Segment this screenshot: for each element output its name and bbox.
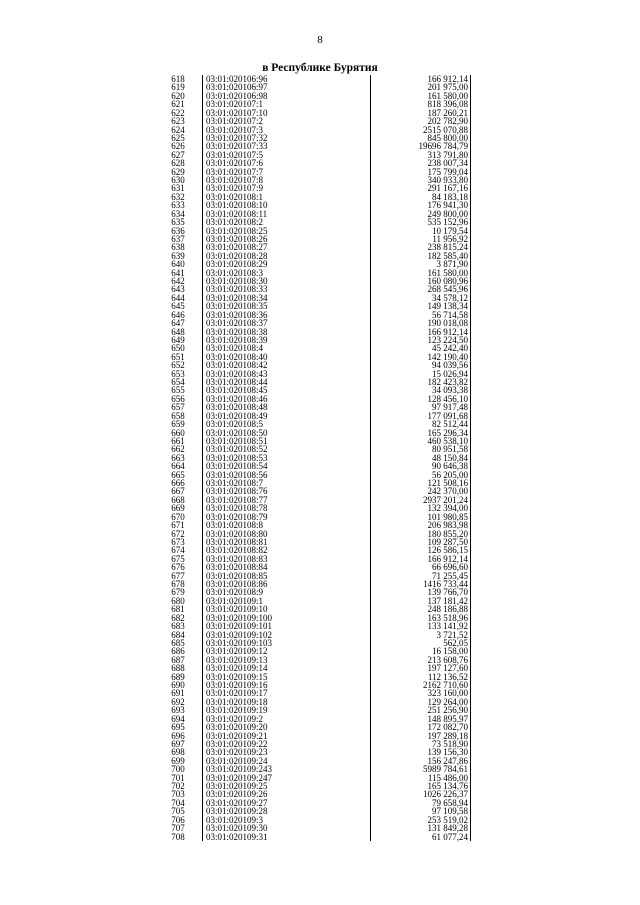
cadastral-value: 137 181,42 [427,595,468,606]
cadastral-number: 03:01:020108:38 [206,326,268,337]
cadastral-number: 03:01:020108:30 [206,276,268,287]
cadastral-number: 03:01:020108:11 [206,208,268,219]
cadastral-number: 03:01:020107:6 [206,158,264,169]
row-number: 652 [171,360,185,371]
cadastral-value: 460 538,10 [427,435,468,446]
row-number: 641 [171,267,185,278]
row-number: 706 [171,814,185,825]
cadastral-value: 562,05 [443,637,468,648]
cadastral-value: 112 136,52 [427,671,468,682]
row-number: 670 [171,511,185,522]
row-number: 667 [171,486,185,497]
cadastral-number: 03:01:020108:3 [206,267,264,278]
row-number: 660 [171,427,185,438]
row-number: 702 [171,781,185,792]
row-number: 684 [171,629,185,640]
cadastral-number: 03:01:020109:16 [206,680,268,691]
row-number: 628 [171,158,185,169]
cadastral-value: 161 580,00 [427,90,468,101]
row-number: 629 [171,166,185,177]
cadastral-number: 03:01:020108:28 [206,250,268,261]
cadastral-value: 139 156,30 [427,747,468,758]
row-number: 703 [171,789,185,800]
cadastral-value: 97 917,48 [432,402,468,413]
cadastral-value: 197 127,60 [427,663,468,674]
row-number: 676 [171,562,185,573]
cadastral-number: 03:01:020109:22 [206,738,268,749]
cadastral-number: 03:01:020109:102 [206,629,273,640]
cadastral-value: 123 224,50 [427,334,468,345]
row-number: 700 [171,764,185,775]
row-number: 663 [171,452,185,463]
cadastral-value: 139 766,70 [427,587,468,598]
cadastral-value: 10 179,54 [432,225,468,236]
cadastral-number: 03:01:020108:56 [206,469,268,480]
row-number: 688 [171,663,185,674]
row-number: 662 [171,444,185,455]
cadastral-value: 148 895,97 [427,713,468,724]
row-number: 693 [171,705,185,716]
cadastral-value: 48 150,84 [432,452,468,463]
cadastral-number: 03:01:020108:48 [206,402,268,413]
cadastral-number: 03:01:020109:27 [206,797,268,808]
cadastral-number: 03:01:020108:29 [206,259,268,270]
row-number: 618 [171,74,185,84]
cadastral-number: 03:01:020109:247 [206,772,273,783]
cadastral-number: 03:01:020108:79 [206,511,268,522]
row-number: 656 [171,393,185,404]
cadastral-value: 323 160,00 [427,688,468,699]
row-number: 682 [171,612,185,623]
row-number: 696 [171,730,185,741]
row-number: 661 [171,435,185,446]
cadastral-number: 03:01:020107:7 [206,166,264,177]
cadastral-value: 313 791,80 [427,149,468,160]
cadastral-number: 03:01:020109:243 [206,764,273,775]
cadastral-value: 206 983,98 [427,520,468,531]
cadastral-number: 03:01:020108:35 [206,301,268,312]
row-number: 664 [171,461,185,472]
row-number: 621 [171,99,185,110]
cadastral-number: 03:01:020109:101 [206,621,273,632]
row-number: 668 [171,494,185,505]
cadastral-number: 03:01:020108:50 [206,427,268,438]
cadastral-number: 03:01:020108:33 [206,284,268,295]
cadastral-value: 66 696,60 [432,562,468,573]
cadastral-number: 03:01:020109:23 [206,747,268,758]
row-number: 642 [171,276,185,287]
cadastral-number: 03:01:020109:10 [206,604,268,615]
row-number: 705 [171,806,185,817]
row-number: 674 [171,545,185,556]
cadastral-number: 03:01:020108:7 [206,478,264,489]
row-number: 643 [171,284,185,295]
cadastral-number: 03:01:020108:81 [206,536,268,547]
cadastral-number: 03:01:020109:18 [206,696,268,707]
row-number: 669 [171,503,185,514]
cadastral-value: 161 580,00 [427,267,468,278]
cadastral-number: 03:01:020109:103 [206,637,273,648]
row-number: 631 [171,183,185,194]
cadastral-value: 166 912,14 [427,74,468,84]
row-number: 625 [171,132,185,143]
cadastral-number: 03:01:020108:36 [206,309,268,320]
row-number: 646 [171,309,185,320]
cadastral-number: 03:01:020109:26 [206,789,268,800]
cadastral-value: 213 608,76 [427,654,468,665]
cadastral-value: 16 158,00 [432,646,468,657]
cadastral-value: 176 941,30 [427,200,468,211]
cadastral-number: 03:01:020106:96 [206,74,268,84]
cadastral-number: 03:01:020109:20 [206,722,268,733]
cadastral-value: 3 721,52 [436,629,468,640]
cadastral-number: 03:01:020108:49 [206,410,268,421]
cadastral-value: 133 141,92 [427,621,468,632]
cadastral-number: 03:01:020108:9 [206,587,264,598]
row-number: 654 [171,377,185,388]
cadastral-value: 149 138,34 [427,301,468,312]
cadastral-number: 03:01:020108:2 [206,217,264,228]
cadastral-number: 03:01:020107:32 [206,132,268,143]
row-number: 659 [171,419,185,430]
cadastral-number: 03:01:020107:3 [206,124,264,135]
row-number: 626 [171,141,185,152]
cadastral-value: 253 519,02 [427,814,468,825]
cadastral-number: 03:01:020108:39 [206,334,268,345]
cadastral-value: 15 026,94 [432,368,468,379]
cadastral-value: 132 394,00 [427,503,468,514]
row-number: 704 [171,797,185,808]
row-number: 680 [171,595,185,606]
cadastral-number: 03:01:020108:78 [206,503,268,514]
cadastral-value: 190 018,08 [427,318,468,329]
row-number: 635 [171,217,185,228]
cadastral-value: 82 512,44 [432,419,468,430]
cadastral-table [162,75,472,841]
cadastral-number: 03:01:020108:5 [206,419,264,430]
cadastral-value: 71 255,45 [432,570,468,581]
row-number: 623 [171,116,185,127]
cadastral-value: 97 109,58 [432,806,468,817]
cadastral-number: 03:01:020107:9 [206,183,264,194]
cadastral-value: 163 518,96 [427,612,468,623]
cadastral-value: 340 933,80 [427,175,468,185]
cadastral-value: 2162 710,60 [423,680,468,691]
row-number: 677 [171,570,185,581]
cadastral-number: 03:01:020108:1 [206,191,264,202]
row-number: 694 [171,713,185,724]
cadastral-number: 03:01:020108:44 [206,377,268,388]
cadastral-number: 03:01:020108:83 [206,553,268,564]
cadastral-number: 03:01:020107:5 [206,149,264,160]
cadastral-value: 79 658,94 [432,797,468,808]
cadastral-value: 248 186,88 [427,604,468,615]
row-number: 636 [171,225,185,236]
cadastral-value: 142 190,40 [427,351,468,362]
cadastral-value: 126 586,15 [427,545,468,556]
row-number: 630 [171,175,185,185]
cadastral-number: 03:01:020108:85 [206,570,268,581]
row-number: 653 [171,368,185,379]
cadastral-number: 03:01:020108:77 [206,494,268,505]
cadastral-value: 202 782,90 [427,116,468,127]
row-number: 619 [171,82,185,93]
row-number: 689 [171,671,185,682]
cadastral-value: 2937 201,24 [423,494,468,505]
cadastral-value: 80 951,58 [432,444,468,455]
cadastral-value: 3 871,90 [436,259,468,270]
row-number: 650 [171,343,185,354]
cadastral-number: 03:01:020109:30 [206,823,268,834]
cadastral-number: 03:01:020109:1 [206,595,264,606]
cadastral-number: 03:01:020108:51 [206,435,268,446]
row-number: 657 [171,402,185,413]
row-number: 622 [171,107,185,118]
row-number: 686 [171,646,185,657]
cadastral-value: 175 799,04 [427,166,468,177]
cadastral-value: 34 093,38 [432,385,468,396]
cadastral-number: 03:01:020106:98 [206,90,268,101]
row-number: 640 [171,259,185,270]
page-number: 8 [317,34,323,46]
row-number: 699 [171,755,185,766]
cadastral-value: 197 289,18 [427,730,468,741]
row-number: 651 [171,351,185,362]
cadastral-value: 128 456,10 [427,393,468,404]
cadastral-number: 03:01:020109:14 [206,663,268,674]
cadastral-value: 1026 226,37 [423,789,468,800]
cadastral-value: 109 287,50 [427,536,468,547]
cadastral-value: 61 077,24 [432,831,468,842]
cadastral-number: 03:01:020108:86 [206,579,268,590]
cadastral-number: 03:01:020107:33 [206,141,268,152]
cadastral-number: 03:01:020109:12 [206,646,268,657]
cadastral-value: 11 956,92 [432,233,468,244]
cadastral-value: 131 849,28 [427,823,468,834]
row-number: 690 [171,680,185,691]
cadastral-value: 201 975,00 [427,82,468,93]
cadastral-value: 182 585,40 [427,250,468,261]
row-number: 701 [171,772,185,783]
cadastral-value: 165 134,76 [427,781,468,792]
cadastral-number: 03:01:020108:10 [206,200,268,211]
cadastral-value: 94 039,56 [432,360,468,371]
row-number: 698 [171,747,185,758]
row-number: 647 [171,318,185,329]
cadastral-value: 19696 784,79 [418,141,468,152]
row-number: 687 [171,654,185,665]
cadastral-number: 03:01:020108:84 [206,562,268,573]
row-number: 633 [171,200,185,211]
cadastral-value: 101 980,85 [427,511,468,522]
row-number: 648 [171,326,185,337]
cadastral-number: 03:01:020108:82 [206,545,268,556]
cadastral-number: 03:01:020109:21 [206,730,268,741]
cadastral-value: 535 152,96 [427,217,468,228]
cadastral-number: 03:01:020108:52 [206,444,268,455]
row-number: 644 [171,292,185,303]
cadastral-value: 121 508,16 [427,478,468,489]
row-number: 671 [171,520,185,531]
row-number: 685 [171,637,185,648]
row-number: 634 [171,208,185,219]
cadastral-value: 249 800,00 [427,208,468,219]
row-number: 708 [171,831,185,842]
cadastral-value: 182 423,82 [427,377,468,388]
cadastral-value: 165 296,34 [427,427,468,438]
cadastral-value: 238 815,24 [427,242,468,253]
cadastral-number: 03:01:020109:28 [206,806,268,817]
cadastral-value: 177 091,68 [427,410,468,421]
row-number: 697 [171,738,185,749]
cadastral-value: 818 396,08 [427,99,468,110]
cadastral-value: 56 205,00 [432,469,468,480]
cadastral-number: 03:01:020108:34 [206,292,268,303]
cadastral-number: 03:01:020108:8 [206,520,264,531]
cadastral-value: 268 545,96 [427,284,468,295]
cadastral-value: 73 518,90 [432,738,468,749]
cadastral-number: 03:01:020107:8 [206,175,264,185]
cadastral-number: 03:01:020108:43 [206,368,268,379]
cadastral-value: 166 912,14 [427,326,468,337]
cadastral-number: 03:01:020108:46 [206,393,268,404]
cadastral-value: 5989 784,61 [423,764,468,775]
cadastral-value: 291 167,16 [427,183,468,194]
cadastral-value: 187 260,21 [427,107,468,118]
row-number: 637 [171,233,185,244]
row-number: 620 [171,90,185,101]
cadastral-number: 03:01:020109:15 [206,671,268,682]
cadastral-number: 03:01:020108:45 [206,385,268,396]
row-number: 673 [171,536,185,547]
cadastral-number: 03:01:020109:3 [206,814,264,825]
cadastral-number: 03:01:020109:19 [206,705,268,716]
row-number: 691 [171,688,185,699]
cadastral-number: 03:01:020108:27 [206,242,268,253]
cadastral-value: 172 082,70 [427,722,468,733]
row-number: 639 [171,250,185,261]
row-number: 624 [171,124,185,135]
cadastral-number: 03:01:020108:40 [206,351,268,362]
row-number: 632 [171,191,185,202]
cadastral-number: 03:01:020107:10 [206,107,268,118]
row-number: 627 [171,149,185,160]
cadastral-value: 34 578,12 [432,292,468,303]
cadastral-number: 03:01:020108:25 [206,225,268,236]
cadastral-number: 03:01:020108:26 [206,233,268,244]
cadastral-value: 251 256,90 [427,705,468,716]
cadastral-value: 845 800,00 [427,132,468,143]
cadastral-number: 03:01:020108:76 [206,486,268,497]
row-number: 638 [171,242,185,253]
cadastral-value: 180 855,20 [427,528,468,539]
cadastral-value: 1416 733,44 [423,579,468,590]
cadastral-value: 45 242,40 [432,343,468,354]
row-number: 707 [171,823,185,834]
cadastral-value: 115 486,00 [427,772,468,783]
cadastral-number: 03:01:020108:80 [206,528,268,539]
cadastral-number: 03:01:020109:24 [206,755,268,766]
row-number: 681 [171,604,185,615]
row-number: 655 [171,385,185,396]
cadastral-number: 03:01:020109:25 [206,781,268,792]
row-number: 672 [171,528,185,539]
cadastral-number: 03:01:020107:2 [206,116,264,127]
cadastral-number: 03:01:020109:2 [206,713,264,724]
table-row [162,833,472,841]
cadastral-number: 03:01:020107:1 [206,99,264,110]
cadastral-value: 238 007,34 [427,158,468,169]
row-number: 658 [171,410,185,421]
cadastral-value: 84 183,18 [432,191,468,202]
cadastral-value: 2515 070,88 [423,124,468,135]
cadastral-number: 03:01:020106:97 [206,82,268,93]
cadastral-number: 03:01:020109:100 [206,612,273,623]
cadastral-number: 03:01:020108:42 [206,360,268,371]
cadastral-value: 129 264,00 [427,696,468,707]
cadastral-value: 90 646,38 [432,461,468,472]
cadastral-number: 03:01:020109:17 [206,688,268,699]
row-number: 665 [171,469,185,480]
cadastral-value: 242 370,00 [427,486,468,497]
cadastral-number: 03:01:020108:53 [206,452,268,463]
cadastral-value: 56 714,58 [432,309,468,320]
row-number: 666 [171,478,185,489]
row-number: 679 [171,587,185,598]
row-number: 649 [171,334,185,345]
row-number: 675 [171,553,185,564]
row-number: 678 [171,579,185,590]
cadastral-value: 166 912,14 [427,553,468,564]
cadastral-value: 160 080,96 [427,276,468,287]
row-number: 645 [171,301,185,312]
row-number: 695 [171,722,185,733]
cadastral-number: 03:01:020109:13 [206,654,268,665]
region-title: в Республике Бурятия [262,62,378,74]
cadastral-number: 03:01:020109:31 [206,831,268,842]
row-number: 692 [171,696,185,707]
cadastral-number: 03:01:020108:37 [206,318,268,329]
cadastral-number: 03:01:020108:4 [206,343,264,354]
cadastral-number: 03:01:020108:54 [206,461,268,472]
row-number: 683 [171,621,185,632]
cadastral-value: 156 247,86 [427,755,468,766]
